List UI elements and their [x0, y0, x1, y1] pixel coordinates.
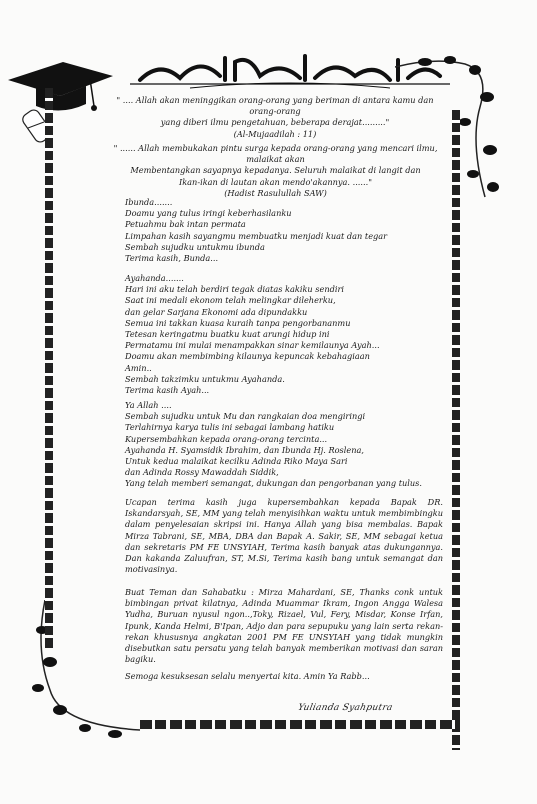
section-ayahanda [125, 273, 440, 396]
poem-line: Saat ini medali ekonom telah melingkar dileherku, [125, 295, 336, 306]
quote-line: " ...... Allah membukakan pintu surga kepada orang-orang yang mencari ilmu, malaikat akan [113, 143, 438, 165]
poem-line: Terima kasih, Bunda... [125, 253, 219, 264]
poem-line: Untuk kedua malaikat kecilku Adinda Riko Maya Sari [125, 456, 348, 467]
border-bottom [140, 720, 460, 729]
friends-paragraph: Buat Teman dan Sahabatku : Mirza Mahardani, SE, Thanks conk untuk bimbingan privat kilatnya, Adinda Muammar Ikram, Ingon Angga Walesa Yudha, Buruan nyusul ngon..,Toky, Rizael, Vul, Fery, Misdar, Konse Irfan, Ipunk, Kanda Helmi, B'Ipan, Adjo dan para sepupuku yang lain serta rekan-rekan khususnya angkatan 2001 PM FE UNSYIAH yang tidak mungkin disebutkan satu persatu yang telah banyak memberikan motivasi dan saran bagiku. [125, 587, 443, 665]
poem-line: dan Adinda Rossy Mawaddah Siddik, [125, 467, 279, 478]
graduation-cap-icon [8, 62, 113, 147]
poem-line: Ayahanda H. Syamsidik Ibrahim, dan Ibunda Hj. Roslena, [125, 444, 364, 455]
section-ibunda [125, 197, 440, 264]
border-right [452, 110, 460, 750]
poem-line: Limpahan kasih sayangmu membuatku menjadi kuat dan tegar [125, 230, 388, 241]
signature: Yulianda Syahputra [296, 703, 394, 713]
poem-line: Doamu akan membimbing kilaunya kepuncak kebahagiaan [125, 351, 370, 362]
quote-line: Ikan-ikan di lautan akan mendo'akannya. ......" [178, 176, 372, 187]
border-left [45, 88, 53, 648]
poem-line: Terima kasih Ayah... [125, 385, 210, 396]
poem-line: Ayahanda....... [125, 273, 184, 283]
closing-line: Semoga kesuksesan selalu menyertai kita. Amin Ya Rabb... [125, 671, 370, 681]
quote-source: (Al-Mujaadilah : 11) [233, 128, 317, 139]
poem-line: Tetesan keringatmu buatku kuat arungi hidup ini [125, 329, 330, 340]
poem-line: Hari ini aku telah berdiri tegak diatas kakiku sendiri [125, 284, 345, 295]
poem-line: Ya Allah .... [125, 400, 172, 410]
poem-line: dan gelar Sarjana Ekonomi ada dipundakku [125, 306, 308, 317]
poem-line: Sembah sujudku untukmu ibunda [125, 241, 265, 252]
quote-line: Membentangkan sayapnya kepadanya. Seluruh malaikat di langit dan [130, 165, 421, 176]
quote-hadist [108, 143, 443, 199]
quote-line: yang diberi ilmu pengetahuan, beberapa derajat........." [160, 117, 390, 128]
section-ya-allah [125, 400, 440, 490]
poem-line: Sembah takzimku untukmu Ayahanda. [125, 373, 285, 384]
quote-source: (Hadist Rasulullah SAW) [224, 187, 327, 198]
quote-al-mujaadilah [110, 95, 440, 140]
poem-line: Kupersembahkan kepada orang-orang tercinta... [125, 433, 328, 444]
poem-line: Doamu yang tulus iringi keberhasilanku [125, 208, 292, 219]
thanks-paragraph: Ucapan terima kasih juga kupersembahkan kepada Bapak DR. Iskandarsyah, SE, MM yang telah menyisihkan waktu untuk membimbingku dalam penyelesaian skripsi ini. Hanya Allah yang bisa membalas. Bapak Mirza Tabrani, SE, MBA, DBA dan Bapak A. Sakir, SE, MM sebagai ketua dan sekretaris PM FE UNSYIAH, Terima kasih banyak atas dukungannya. Dan kakanda Zaluufran, ST, M.Si, Terima kasih bang untuk semangat dan motivasinya. [125, 497, 443, 575]
poem-line: Amin.. [125, 362, 152, 373]
poem-line: Semua ini takkan kuasa kuraih tanpa pengorbananmu [125, 317, 351, 328]
poem-line: Permatamu ini mulai menampakkan sinar kemilaunya Ayah... [125, 340, 380, 351]
quote-line: " .... Allah akan meninggikan orang-orang yang beriman di antara kamu dan orang-orang [116, 95, 434, 117]
poem-line: Yang telah memberi semangat, dukungan dan pengorbanan yang tulus. [125, 478, 422, 489]
poem-line: Sembah sujudku untuk Mu dan rangkaian doa mengiringi [125, 411, 366, 422]
poem-line: Terlahirnya karya tulis ini sebagai lambang hatiku [125, 422, 335, 433]
poem-line: Ibunda....... [125, 197, 173, 207]
poem-line: Petuahmu bak intan permata [125, 219, 246, 230]
